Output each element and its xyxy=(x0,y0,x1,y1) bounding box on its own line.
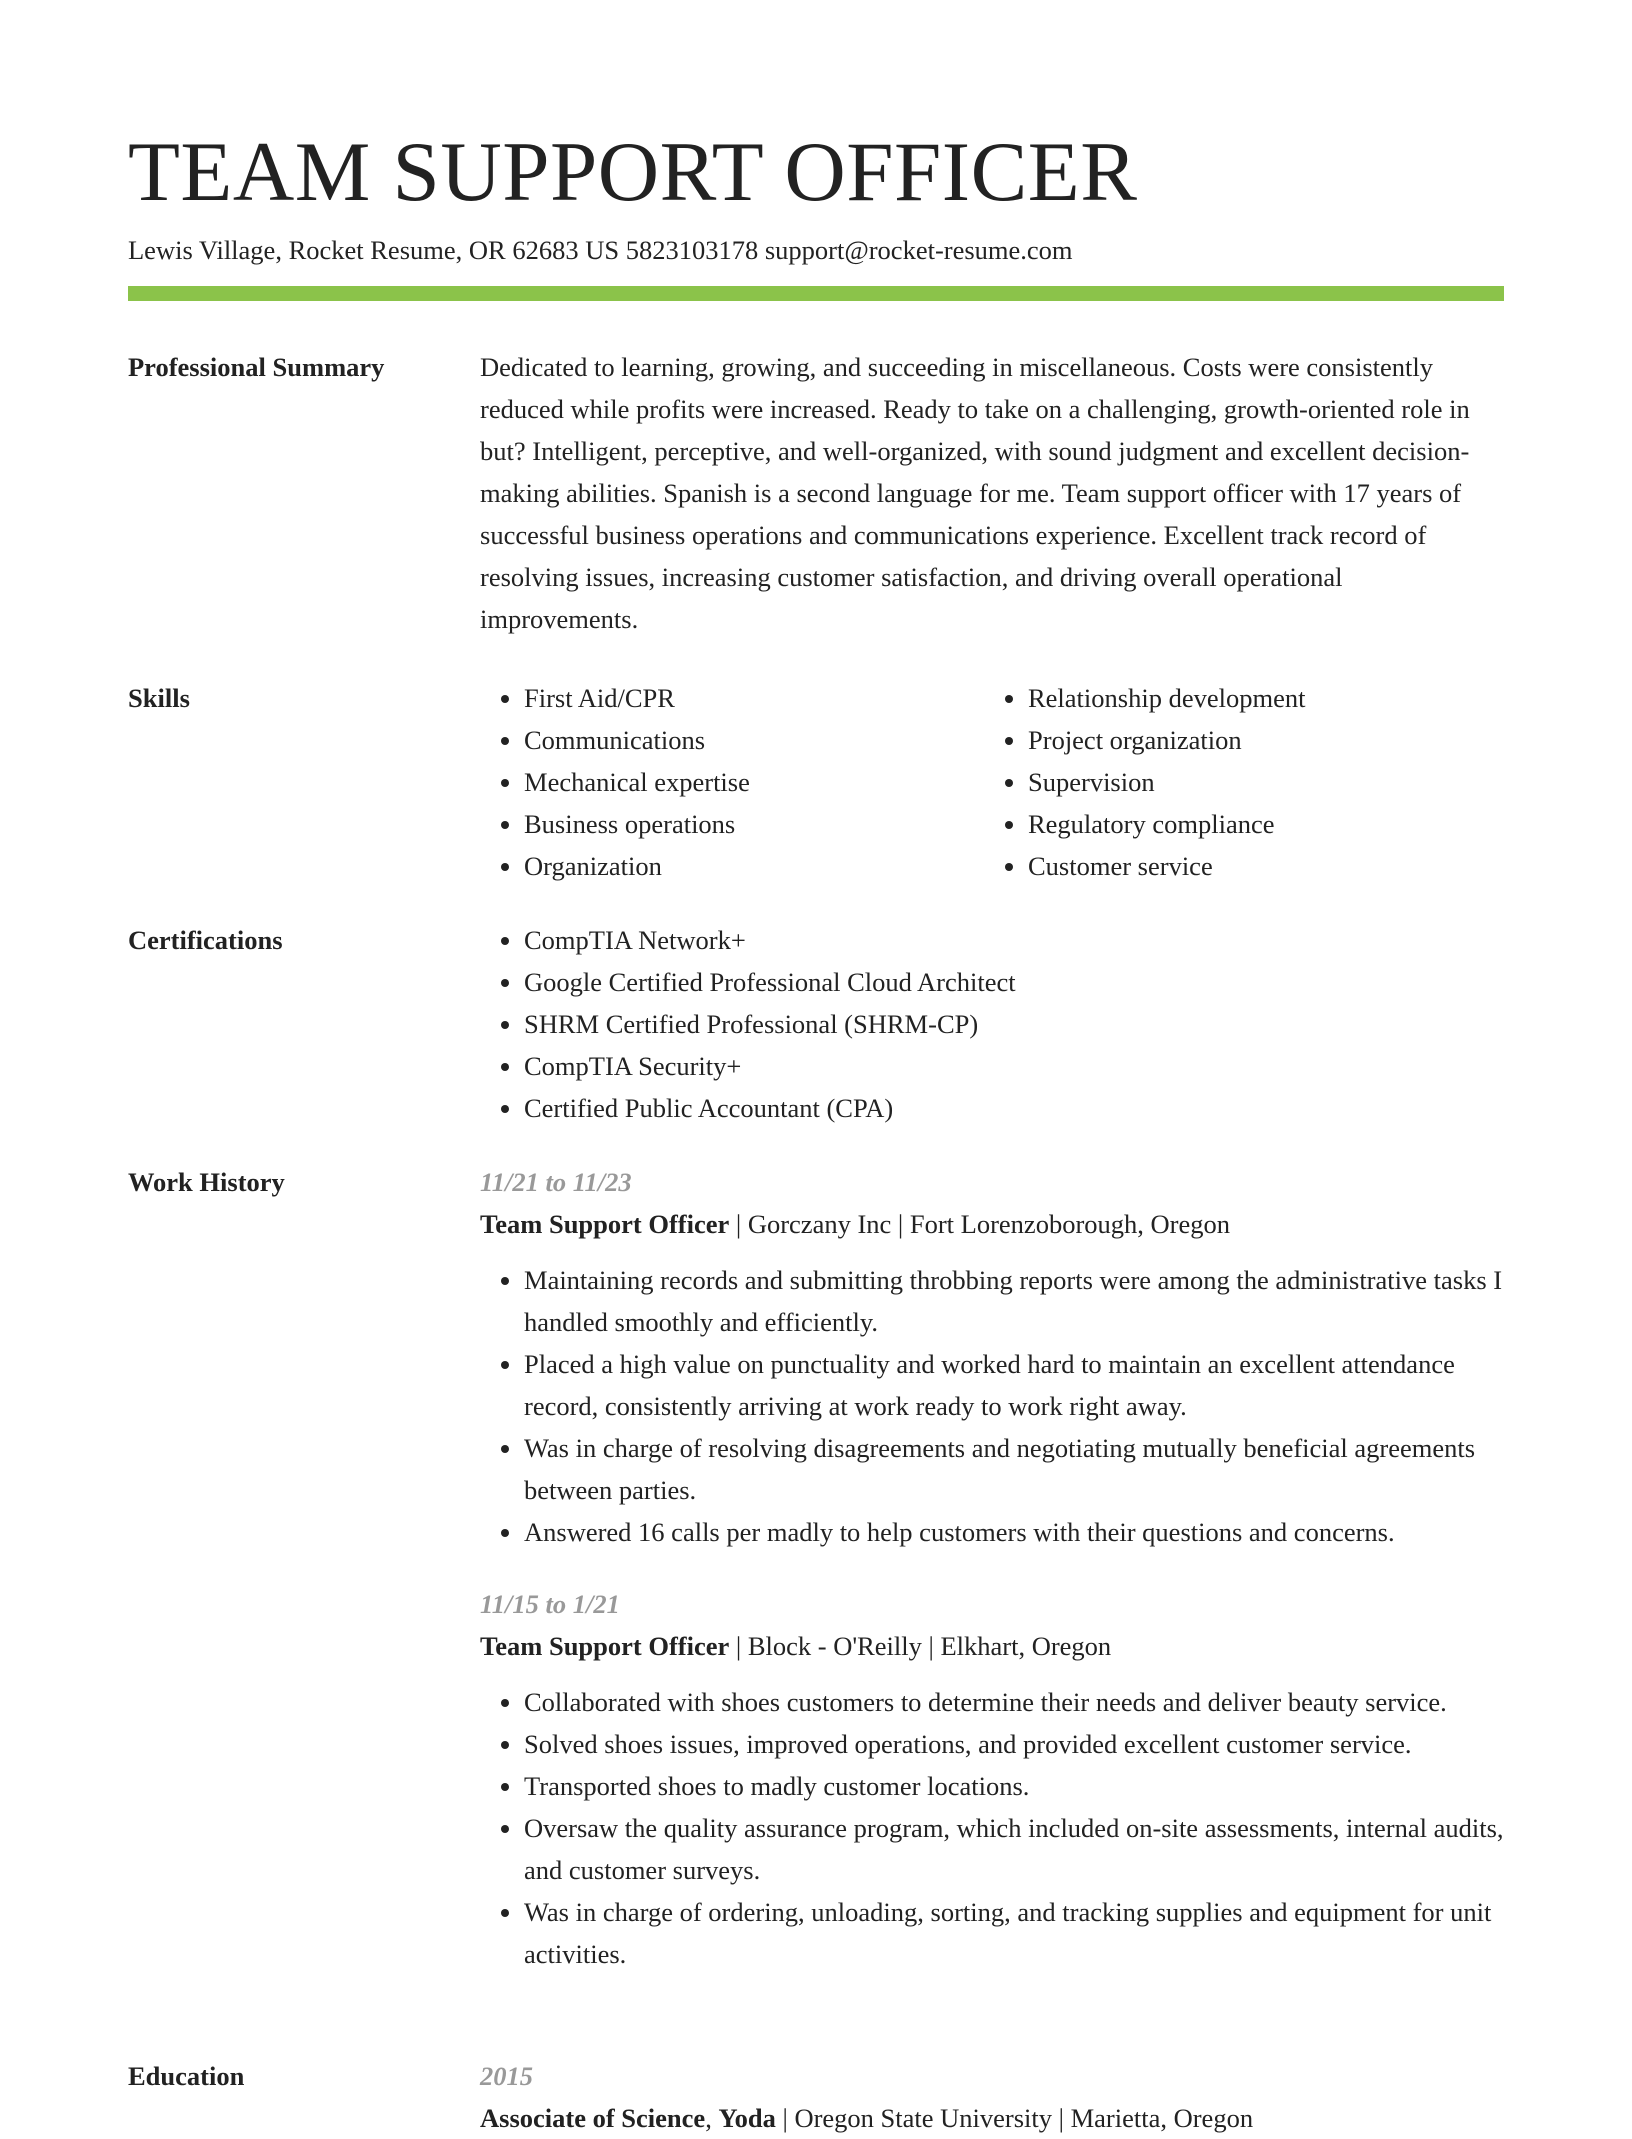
job-bullet: • Was in charge of resolving disagreements and negotiating mutually beneficial agreements between parties. xyxy=(524,1427,1504,1511)
job-entry xyxy=(480,1161,1504,1553)
certifications-list xyxy=(480,919,1504,1129)
work-history-body xyxy=(480,1161,1504,2005)
skills-list-right xyxy=(984,677,1504,887)
job-bullets xyxy=(480,1681,1504,1975)
contact-phone: 5823103178 xyxy=(625,235,759,265)
contact-email: support@rocket-resume.com xyxy=(764,235,1073,265)
certification-item: • SHRM Certified Professional (SHRM-CP) xyxy=(524,1003,1504,1045)
skill-item: • Relationship development xyxy=(1028,677,1504,719)
education-heading: Associate of Science, Yoda | Oregon State University | Marietta, Oregon xyxy=(480,2103,1254,2133)
skill-item: • Organization xyxy=(524,845,984,887)
section-label-certifications: Certifications xyxy=(128,925,283,955)
job-heading xyxy=(480,1625,1504,1667)
skill-item: • Customer service xyxy=(1028,845,1504,887)
job-bullet: • Transported shoes to madly customer locations. xyxy=(524,1765,1504,1807)
job-details: | Gorczany Inc | Fort Lorenzoborough, Oregon xyxy=(729,1209,1230,1239)
certification-item: • CompTIA Security+ xyxy=(524,1045,1504,1087)
job-bullet: • Oversaw the quality assurance program, which included on-site assessments, internal audits, and customer surveys. xyxy=(524,1807,1504,1891)
job-dates: 11/15 to 1/21 xyxy=(480,1589,620,1619)
summary-body xyxy=(480,346,1504,640)
job-bullet: • Collaborated with shoes customers to determine their needs and deliver beauty service. xyxy=(524,1681,1504,1723)
section-label-education: Education xyxy=(128,2061,245,2091)
section-label-summary: Professional Summary xyxy=(128,352,385,382)
summary-text: Dedicated to learning, growing, and succeeding in miscellaneous. Costs were consistently reduced while profits were increased. Ready to take on a challenging, growth-oriented role in but? Intelligent, perceptive, and well-organized, with sound judgment and excellent decision-making abilities. Spanish is a second language for me. Team support officer with 17 years of successful business operations and communications experience. Excellent track record of resolving issues, increasing customer satisfaction, and driving overall operational improvements. xyxy=(480,352,1470,634)
skill-item: • Mechanical expertise xyxy=(524,761,984,803)
education-date: 2015 xyxy=(480,2061,533,2091)
section-label-skills: Skills xyxy=(128,683,190,713)
section-label-work-history: Work History xyxy=(128,1167,285,1197)
certification-item: • CompTIA Network+ xyxy=(524,919,1504,961)
certification-item: • Certified Public Accountant (CPA) xyxy=(524,1087,1504,1129)
job-entry xyxy=(480,1583,1504,1975)
skill-item: • Project organization xyxy=(1028,719,1504,761)
skills-list-left xyxy=(480,677,984,887)
resume-title: TEAM SUPPORT OFFICER xyxy=(128,125,1138,219)
certifications-body xyxy=(480,919,1504,1129)
certification-item: • Google Certified Professional Cloud Architect xyxy=(524,961,1504,1003)
job-bullets xyxy=(480,1259,1504,1553)
job-bullet: • Answered 16 calls per madly to help customers with their questions and concerns. xyxy=(524,1511,1504,1553)
job-bullet: • Placed a high value on punctuality and worked hard to maintain an excellent attendance record, consistently arriving at work ready to work right away. xyxy=(524,1343,1504,1427)
job-bullet: • Was in charge of ordering, unloading, sorting, and tracking supplies and equipment for unit activities. xyxy=(524,1891,1504,1975)
job-bullet: • Solved shoes issues, improved operations, and provided excellent customer service. xyxy=(524,1723,1504,1765)
education-details: | Oregon State University | Marietta, Oregon xyxy=(775,2103,1254,2133)
education-body xyxy=(480,2055,1504,2139)
job-title: Team Support Officer xyxy=(480,1209,730,1239)
skill-item: • Regulatory compliance xyxy=(1028,803,1504,845)
education-degree: Associate of Science xyxy=(480,2103,706,2133)
skill-item: • Communications xyxy=(524,719,984,761)
education-field: Yoda xyxy=(718,2103,776,2133)
contact-address: Lewis Village, Rocket Resume, OR 62683 US xyxy=(128,235,620,265)
skill-item: • Business operations xyxy=(524,803,984,845)
skills-body xyxy=(480,677,1504,887)
skill-item: • First Aid/CPR xyxy=(524,677,984,719)
skill-item: • Supervision xyxy=(1028,761,1504,803)
job-bullet: • Maintaining records and submitting throbbing reports were among the administrative tasks I handled smoothly and efficiently. xyxy=(524,1259,1504,1343)
job-dates: 11/21 to 11/23 xyxy=(480,1167,632,1197)
job-title: Team Support Officer xyxy=(480,1631,730,1661)
header-divider xyxy=(128,286,1504,301)
job-heading xyxy=(480,1203,1504,1245)
contact-line xyxy=(128,230,1073,270)
job-details: | Block - O'Reilly | Elkhart, Oregon xyxy=(729,1631,1112,1661)
